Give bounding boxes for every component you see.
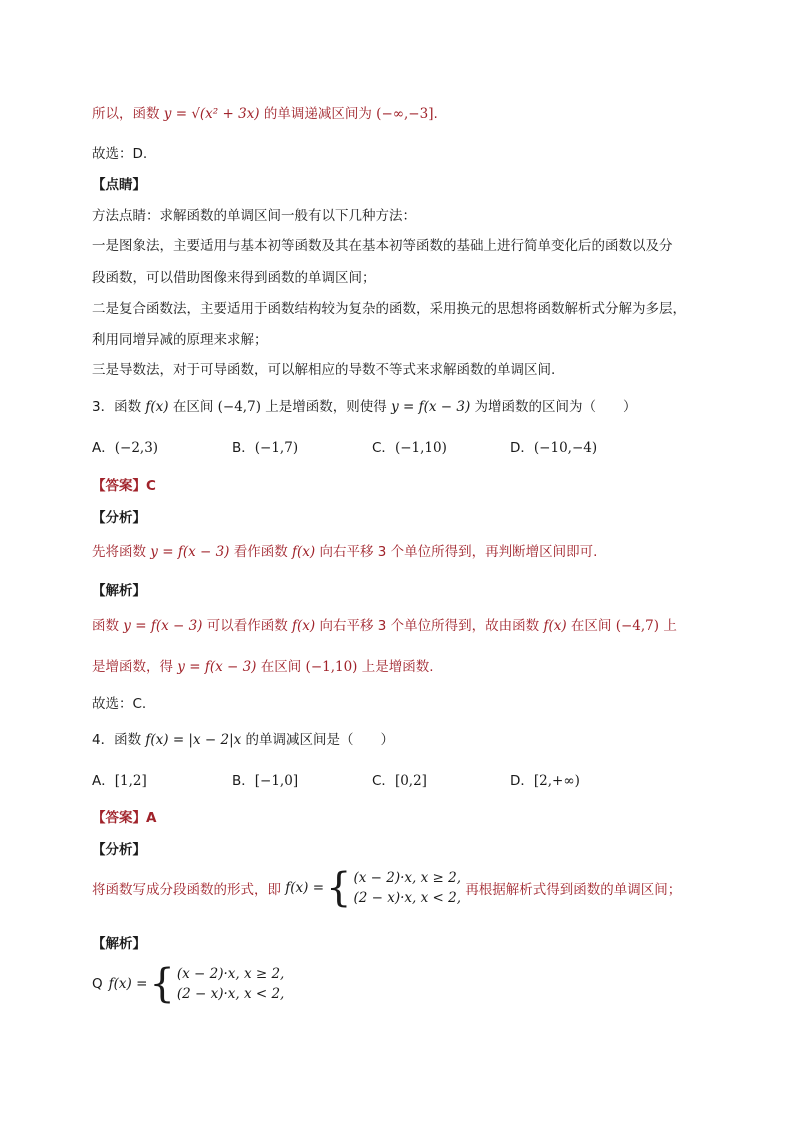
interval: (−∞,−3]	[376, 106, 434, 122]
choice-line: 故选：D.	[92, 146, 148, 162]
option-d: D．[2,+∞)	[510, 773, 580, 789]
text: 3．函数	[92, 399, 142, 415]
option-b: B．(−1,7)	[232, 440, 299, 456]
piecewise-formula: f(x) = { (x − 2)·x, x ≥ 2, (2 − x)·x, x < 2,	[285, 865, 462, 911]
answer-tag: 【答案】A	[92, 810, 157, 826]
piecewise-formula: Q f(x) = { (x − 2)·x, x ≥ 2, (2 − x)·x, x < 2,	[92, 961, 285, 1007]
interval: (−4,7)	[217, 399, 261, 415]
tips-line: 利用同增异减的原理来求解；	[92, 332, 268, 348]
option-c: C．[0,2]	[372, 773, 427, 789]
answer-tag: 【答案】C	[92, 478, 156, 494]
text: 的单调递减区间为	[263, 106, 372, 122]
formula: y = √(x² + 3x)	[163, 106, 260, 122]
analysis-line: 将函数写成分段函数的形式，即 f(x) = { (x − 2)·x, x ≥ 2, (2 − x)·x, x < 2, 再根据解析式得到函数的单调区间；	[92, 865, 682, 911]
section-tag-tips: 【点睛】	[92, 177, 146, 193]
formula: y = f(x − 3)	[391, 399, 471, 415]
text: 上是增函数，则使得	[265, 399, 387, 415]
tips-line: 方法点睛：求解函数的单调区间一般有以下几种方法：	[92, 208, 416, 224]
option-a: A．[1,2]	[92, 773, 147, 789]
option-b: B．[−1,0]	[232, 773, 299, 789]
section-tag-solution: 【解析】	[92, 936, 146, 952]
analysis-line: 先将函数 y = f(x − 3) 看作函数 f(x) 向右平移 3 个单位所得到，再判断增区间即可.	[92, 544, 598, 560]
question-4-stem: 4．函数 f(x) = |x − 2|x 的单调减区间是（ ）	[92, 732, 395, 748]
conclusion-line	[92, 104, 438, 124]
tips-line: 段函数，可以借助图像来得到函数的单调区间；	[92, 270, 376, 286]
section-tag-analysis: 【分析】	[92, 510, 146, 526]
section-tag-solution: 【解析】	[92, 583, 146, 599]
tips-line: 三是导数法，对于可导函数，可以解相应的导数不等式来求解函数的单调区间.	[92, 362, 556, 378]
tips-line: 一是图象法，主要适用与基本初等函数及其在基本初等函数的基础上进行简单变化后的函数以及分	[92, 238, 673, 254]
solution-line: 是增函数，得 y = f(x − 3) 在区间 (−1,10) 上是增函数.	[92, 659, 434, 675]
tips-line: 二是复合函数法，主要适用于函数结构较为复杂的函数，采用换元的思想将函数解析式分解为多层，	[92, 301, 686, 317]
option-d: D．(−10,−4)	[510, 440, 598, 456]
solution-line: 函数 y = f(x − 3) 可以看作函数 f(x) 向右平移 3 个单位所得到，故由函数 f(x) 在区间 (−4,7) 上	[92, 618, 677, 634]
solution-formula	[92, 961, 285, 1007]
option-c: C．(−1,10)	[372, 440, 447, 456]
text: 为增函数的区间为（ ）	[474, 399, 637, 415]
text: .	[433, 106, 438, 122]
formula: f(x)	[145, 399, 169, 415]
text: 在区间	[172, 399, 214, 415]
text: 所以，函数	[92, 106, 160, 122]
section-tag-analysis: 【分析】	[92, 842, 146, 858]
option-a: A．(−2,3)	[92, 440, 159, 456]
choice-line: 故选：C.	[92, 696, 147, 712]
question-3-stem	[92, 397, 637, 417]
